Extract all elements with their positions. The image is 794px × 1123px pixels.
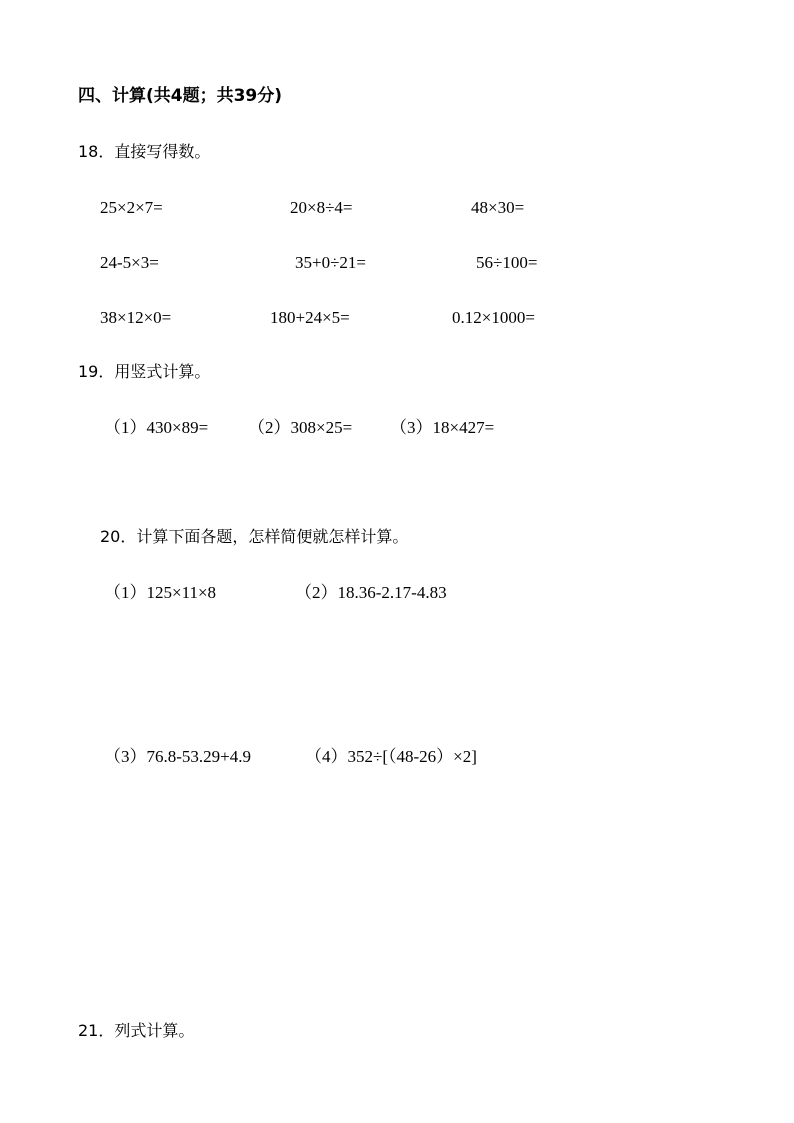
q18-row2-expr1: 24-5×3= bbox=[100, 253, 159, 272]
q18-row3-expr3: 0.12×1000= bbox=[452, 308, 535, 327]
q20-item3: （3）76.8-53.29+4.9 bbox=[104, 747, 251, 766]
q19-item2: （2）308×25= bbox=[248, 418, 353, 437]
q20-item2: （2）18.36-2.17-4.83 bbox=[295, 583, 447, 602]
section-title: 四、计算(共4题；共39分) bbox=[78, 86, 283, 106]
q18-row3-expr2: 180+24×5= bbox=[270, 308, 350, 327]
q18-row2-expr2: 35+0÷21= bbox=[295, 253, 367, 272]
q20-item1: （1）125×11×8 bbox=[104, 583, 217, 602]
q19-item3: （3）18×427= bbox=[390, 418, 495, 437]
q18-row1-expr1: 25×2×7= bbox=[100, 198, 163, 217]
question-18-prompt: 18．直接写得数。 bbox=[78, 142, 211, 161]
question-21-prompt: 21．列式计算。 bbox=[78, 1021, 195, 1040]
q18-row1-expr3: 48×30= bbox=[471, 198, 525, 217]
q18-row2-expr3: 56÷100= bbox=[476, 253, 538, 272]
question-20-prompt: 20．计算下面各题，怎样简便就怎样计算。 bbox=[100, 527, 409, 546]
q19-item1: （1）430×89= bbox=[104, 418, 209, 437]
q18-row3-expr1: 38×12×0= bbox=[100, 308, 172, 327]
q18-row1-expr2: 20×8÷4= bbox=[290, 198, 353, 217]
question-19-prompt: 19．用竖式计算。 bbox=[78, 362, 211, 381]
q20-item4: （4）352÷[（48-26）×2] bbox=[305, 747, 477, 766]
